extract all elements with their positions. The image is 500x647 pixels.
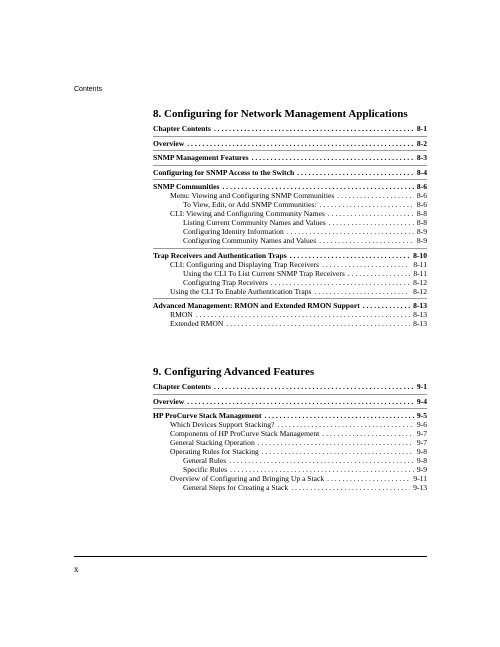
toc-entry[interactable] bbox=[153, 319, 427, 328]
section-divider bbox=[153, 179, 427, 180]
dot-leader bbox=[214, 382, 414, 391]
toc-entry-title: Chapter Contents bbox=[153, 382, 214, 391]
dot-leader bbox=[226, 319, 410, 328]
toc-entry[interactable] bbox=[153, 465, 427, 474]
dot-leader bbox=[230, 465, 414, 474]
toc-entry-title: SNMP Communities bbox=[153, 182, 222, 191]
toc-entry-page: 9-7 bbox=[416, 429, 427, 438]
toc-entry-page: 9-1 bbox=[416, 382, 427, 391]
toc-entry[interactable] bbox=[153, 139, 427, 148]
toc-entry-page: 9-5 bbox=[416, 411, 427, 420]
toc-entry-page: 9-7 bbox=[416, 438, 427, 447]
toc-entry[interactable] bbox=[153, 218, 427, 227]
toc-entry-title: Advanced Management: RMON and Extended RMON Support bbox=[153, 301, 363, 310]
dot-leader bbox=[363, 301, 410, 310]
dot-leader bbox=[277, 420, 413, 429]
section-divider bbox=[153, 394, 427, 395]
toc-entry-page: 8-6 bbox=[416, 200, 427, 209]
toc-entry-page: 8-10 bbox=[413, 250, 427, 260]
toc-entry[interactable] bbox=[153, 168, 427, 177]
dot-leader bbox=[291, 483, 410, 492]
toc-entry-title: Operating Rules for Stacking bbox=[170, 447, 262, 456]
running-head: Contents bbox=[74, 86, 103, 93]
dot-leader bbox=[337, 191, 414, 200]
toc-entry-page: 9-8 bbox=[416, 447, 427, 456]
toc-entry-title: Overview bbox=[153, 397, 187, 406]
section-divider bbox=[153, 136, 427, 137]
toc-entry[interactable] bbox=[153, 200, 427, 209]
toc-entry[interactable] bbox=[153, 251, 427, 260]
chapter-title: 8. Configuring for Network Management Applications bbox=[153, 108, 408, 120]
toc-entry-title: Components of HP ProCurve Stack Management bbox=[170, 429, 322, 438]
toc-entry[interactable] bbox=[153, 382, 427, 391]
toc-entry[interactable] bbox=[153, 483, 427, 492]
toc-entry-page: 8-4 bbox=[416, 167, 427, 177]
toc-entry[interactable] bbox=[153, 447, 427, 456]
toc-entry[interactable] bbox=[153, 474, 427, 483]
toc-entry-page: 8-1 bbox=[416, 124, 427, 133]
toc-entry-title: To View, Edit, or Add SNMP Communities: bbox=[183, 200, 320, 209]
toc-entry-page: 9-11 bbox=[413, 474, 427, 483]
toc-entry-title: Menu: Viewing and Configuring SNMP Communities bbox=[170, 191, 337, 200]
dot-leader bbox=[187, 139, 414, 148]
toc-entry-page: 8-13 bbox=[413, 310, 427, 319]
chapter-title: 9. Configuring Advanced Features bbox=[153, 366, 315, 378]
toc-entry-title: Using the CLI To Enable Authentication Traps bbox=[170, 287, 315, 296]
dot-leader bbox=[252, 153, 414, 162]
toc-entry-page: 9-8 bbox=[416, 456, 427, 465]
toc-entry[interactable] bbox=[153, 153, 427, 162]
dot-leader bbox=[320, 200, 414, 209]
toc-entry[interactable] bbox=[153, 269, 427, 278]
dot-leader bbox=[264, 411, 413, 420]
toc-entry-title: Configuring Trap Receivers bbox=[183, 278, 271, 287]
toc-entry-title: CLI: Configuring and Displaying Trap Receivers bbox=[170, 260, 322, 269]
toc-entry-title: CLI: Viewing and Configuring Community Names bbox=[170, 209, 328, 218]
dot-leader bbox=[229, 456, 414, 465]
toc-entry-title: General Steps for Creating a Stack bbox=[183, 483, 291, 492]
section-divider bbox=[153, 298, 427, 299]
toc-entry-page: 8-8 bbox=[416, 209, 427, 218]
toc-entry[interactable] bbox=[153, 429, 427, 438]
toc-entry-page: 8-11 bbox=[413, 259, 427, 269]
dot-leader bbox=[322, 260, 410, 269]
toc-entry-title: Using the CLI To List Current SNMP Trap Receivers bbox=[183, 269, 348, 278]
toc-entry[interactable] bbox=[153, 301, 427, 310]
toc-entry[interactable] bbox=[153, 397, 427, 406]
dot-leader bbox=[258, 438, 414, 447]
toc-entry[interactable] bbox=[153, 182, 427, 191]
toc-entry[interactable] bbox=[153, 227, 427, 236]
dot-leader bbox=[214, 124, 414, 133]
toc-entry[interactable] bbox=[153, 287, 427, 296]
toc-entry[interactable] bbox=[153, 411, 427, 420]
toc-entry-page: 9-4 bbox=[416, 396, 427, 406]
toc-entry-page: 8-12 bbox=[413, 286, 427, 296]
dot-leader bbox=[348, 269, 410, 278]
toc-entry-page: 8-6 bbox=[416, 182, 427, 191]
toc-entry-page: 8-6 bbox=[416, 191, 427, 200]
toc-entry-title: General Stacking Operation bbox=[170, 438, 258, 447]
dot-leader bbox=[287, 227, 414, 236]
toc-entry-title: Listing Current Community Names and Values bbox=[183, 218, 329, 227]
toc-entry-title: Configuring Community Names and Values bbox=[183, 236, 319, 245]
dot-leader bbox=[297, 168, 414, 177]
toc-entry-title: Chapter Contents bbox=[153, 124, 214, 133]
toc-entry-title: Specific Rules bbox=[183, 465, 230, 474]
section-divider bbox=[153, 150, 427, 151]
page-folio: x bbox=[74, 564, 79, 574]
toc-entry-page: 8-8 bbox=[416, 218, 427, 227]
toc-entry-page: 8-12 bbox=[413, 277, 427, 287]
section-divider bbox=[153, 165, 427, 166]
toc-entry[interactable] bbox=[153, 236, 427, 245]
toc-entry-title: Configuring Identity Information bbox=[183, 227, 287, 236]
dot-leader bbox=[222, 182, 413, 191]
toc-entry[interactable] bbox=[153, 209, 427, 218]
toc-entry[interactable] bbox=[153, 456, 427, 465]
toc-entry-page: 9-13 bbox=[413, 483, 427, 492]
toc-entry-page: 8-2 bbox=[416, 138, 427, 148]
footer-rule bbox=[74, 556, 427, 557]
toc-entry-title: HP ProCurve Stack Management bbox=[153, 411, 264, 420]
toc-entry-page: 8-11 bbox=[413, 268, 427, 278]
dot-leader bbox=[262, 447, 414, 456]
dot-leader bbox=[329, 218, 414, 227]
toc-entry-page: 8-9 bbox=[416, 236, 427, 245]
dot-leader bbox=[328, 209, 414, 218]
toc-entry[interactable] bbox=[153, 438, 427, 447]
toc-entry-title: General Rules bbox=[183, 456, 229, 465]
section-divider bbox=[153, 248, 427, 249]
toc-entry[interactable] bbox=[153, 278, 427, 287]
dot-leader bbox=[315, 287, 411, 296]
toc-entry[interactable] bbox=[153, 310, 427, 319]
toc-entry-page: 8-9 bbox=[416, 227, 427, 236]
dot-leader bbox=[290, 251, 410, 260]
toc-entry-title: Overview bbox=[153, 139, 187, 148]
dot-leader bbox=[187, 397, 414, 406]
toc-entry-title: SNMP Management Features bbox=[153, 153, 252, 162]
toc-entry-page: 8-13 bbox=[413, 319, 427, 328]
dot-leader bbox=[196, 310, 410, 319]
toc-entry-title: Configuring for SNMP Access to the Switch bbox=[153, 168, 297, 177]
toc-entry-page: 8-3 bbox=[416, 153, 427, 162]
dot-leader bbox=[327, 474, 410, 483]
toc-entry-page: 8-13 bbox=[413, 301, 427, 310]
toc-entry-page: 9-6 bbox=[416, 420, 427, 429]
toc-entry[interactable] bbox=[153, 124, 427, 133]
dot-leader bbox=[322, 429, 414, 438]
toc-entry[interactable] bbox=[153, 420, 427, 429]
dot-leader bbox=[271, 278, 410, 287]
toc-entry-page: 9-9 bbox=[416, 465, 427, 474]
toc-entry-title: Trap Receivers and Authentication Traps bbox=[153, 251, 290, 260]
toc-entry-title: RMON bbox=[170, 310, 196, 319]
section-divider bbox=[153, 408, 427, 409]
toc-entry-title: Extended RMON bbox=[170, 319, 226, 328]
dot-leader bbox=[319, 236, 414, 245]
toc-entry[interactable] bbox=[153, 191, 427, 200]
toc-entry-title: Overview of Configuring and Bringing Up a Stack bbox=[170, 474, 327, 483]
toc-entry[interactable] bbox=[153, 260, 427, 269]
toc-entry-title: Which Devices Support Stacking? bbox=[170, 420, 277, 429]
